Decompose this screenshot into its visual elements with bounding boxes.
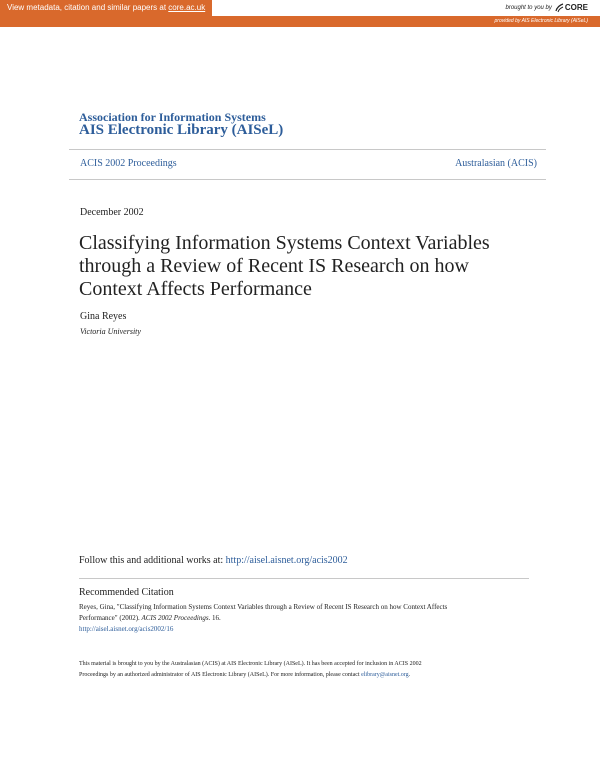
divider-bottom: [69, 179, 546, 180]
proceedings-link[interactable]: ACIS 2002 Proceedings: [80, 158, 177, 169]
collection-link[interactable]: http://aisel.aisnet.org/acis2002: [225, 555, 348, 566]
citation-suffix: . 16.: [208, 614, 221, 622]
recommended-citation-heading: Recommended Citation: [79, 587, 174, 598]
region-link[interactable]: Australasian (ACIS): [455, 158, 537, 169]
title-line: through a Review of Recent IS Research on how: [79, 255, 469, 277]
author-affiliation: Victoria University: [80, 327, 141, 336]
brought-to-you-by: [506, 0, 589, 16]
contact-email-link[interactable]: elibrary@aisnet.org: [361, 672, 409, 678]
core-logo[interactable]: [555, 0, 588, 16]
brought-text: brought to you by: [505, 5, 552, 11]
publication-date: December 2002: [80, 207, 144, 218]
notice-end: .: [408, 672, 411, 678]
library-name[interactable]: AIS Electronic Library (AISeL): [79, 122, 284, 138]
divider-top: [69, 149, 546, 150]
core-banner: [0, 0, 600, 16]
notice-text: This material is brought to you by the Australasian (ACIS) at AIS Electronic Library (AISeL). It has been accepted for inclusion in ACIS 2002: [79, 661, 422, 667]
citation-link[interactable]: http://aisel.aisnet.org/acis2002/16: [79, 625, 174, 633]
title-line: Classifying Information Systems Context Variables: [79, 232, 490, 254]
recommended-citation: [79, 602, 529, 635]
core-domain-link[interactable]: core.ac.uk: [168, 3, 206, 12]
notice-text: Proceedings by an authorized administrator of AIS Electronic Library (AISeL). For more information, please contact: [79, 672, 362, 678]
follow-line: [79, 555, 348, 566]
core-swirl-icon: [555, 3, 564, 13]
accessibility-notice: [79, 659, 529, 681]
view-metadata-text: View metadata, citation and similar papers at: [7, 3, 169, 12]
citation-text: Performance" (2002).: [79, 614, 142, 622]
title-line: Context Affects Performance: [79, 278, 312, 300]
core-logo-text: CORE: [564, 3, 588, 12]
association-name[interactable]: Association for Information Systems: [79, 110, 266, 124]
follow-label: Follow this and additional works at:: [79, 555, 226, 566]
citation-proceedings: ACIS 2002 Proceedings: [141, 614, 209, 622]
core-provided-bar: [0, 16, 600, 27]
view-metadata-link[interactable]: [0, 0, 212, 16]
divider-citation: [79, 578, 529, 579]
author-name: Gina Reyes: [80, 311, 127, 322]
citation-text: Reyes, Gina, "Classifying Information Systems Context Variables through a Review of Recent IS Research on how Context Affects: [79, 603, 448, 611]
paper-title: [79, 232, 549, 301]
provided-by-text: provided by AIS Electronic Library (AISeL): [494, 18, 588, 24]
